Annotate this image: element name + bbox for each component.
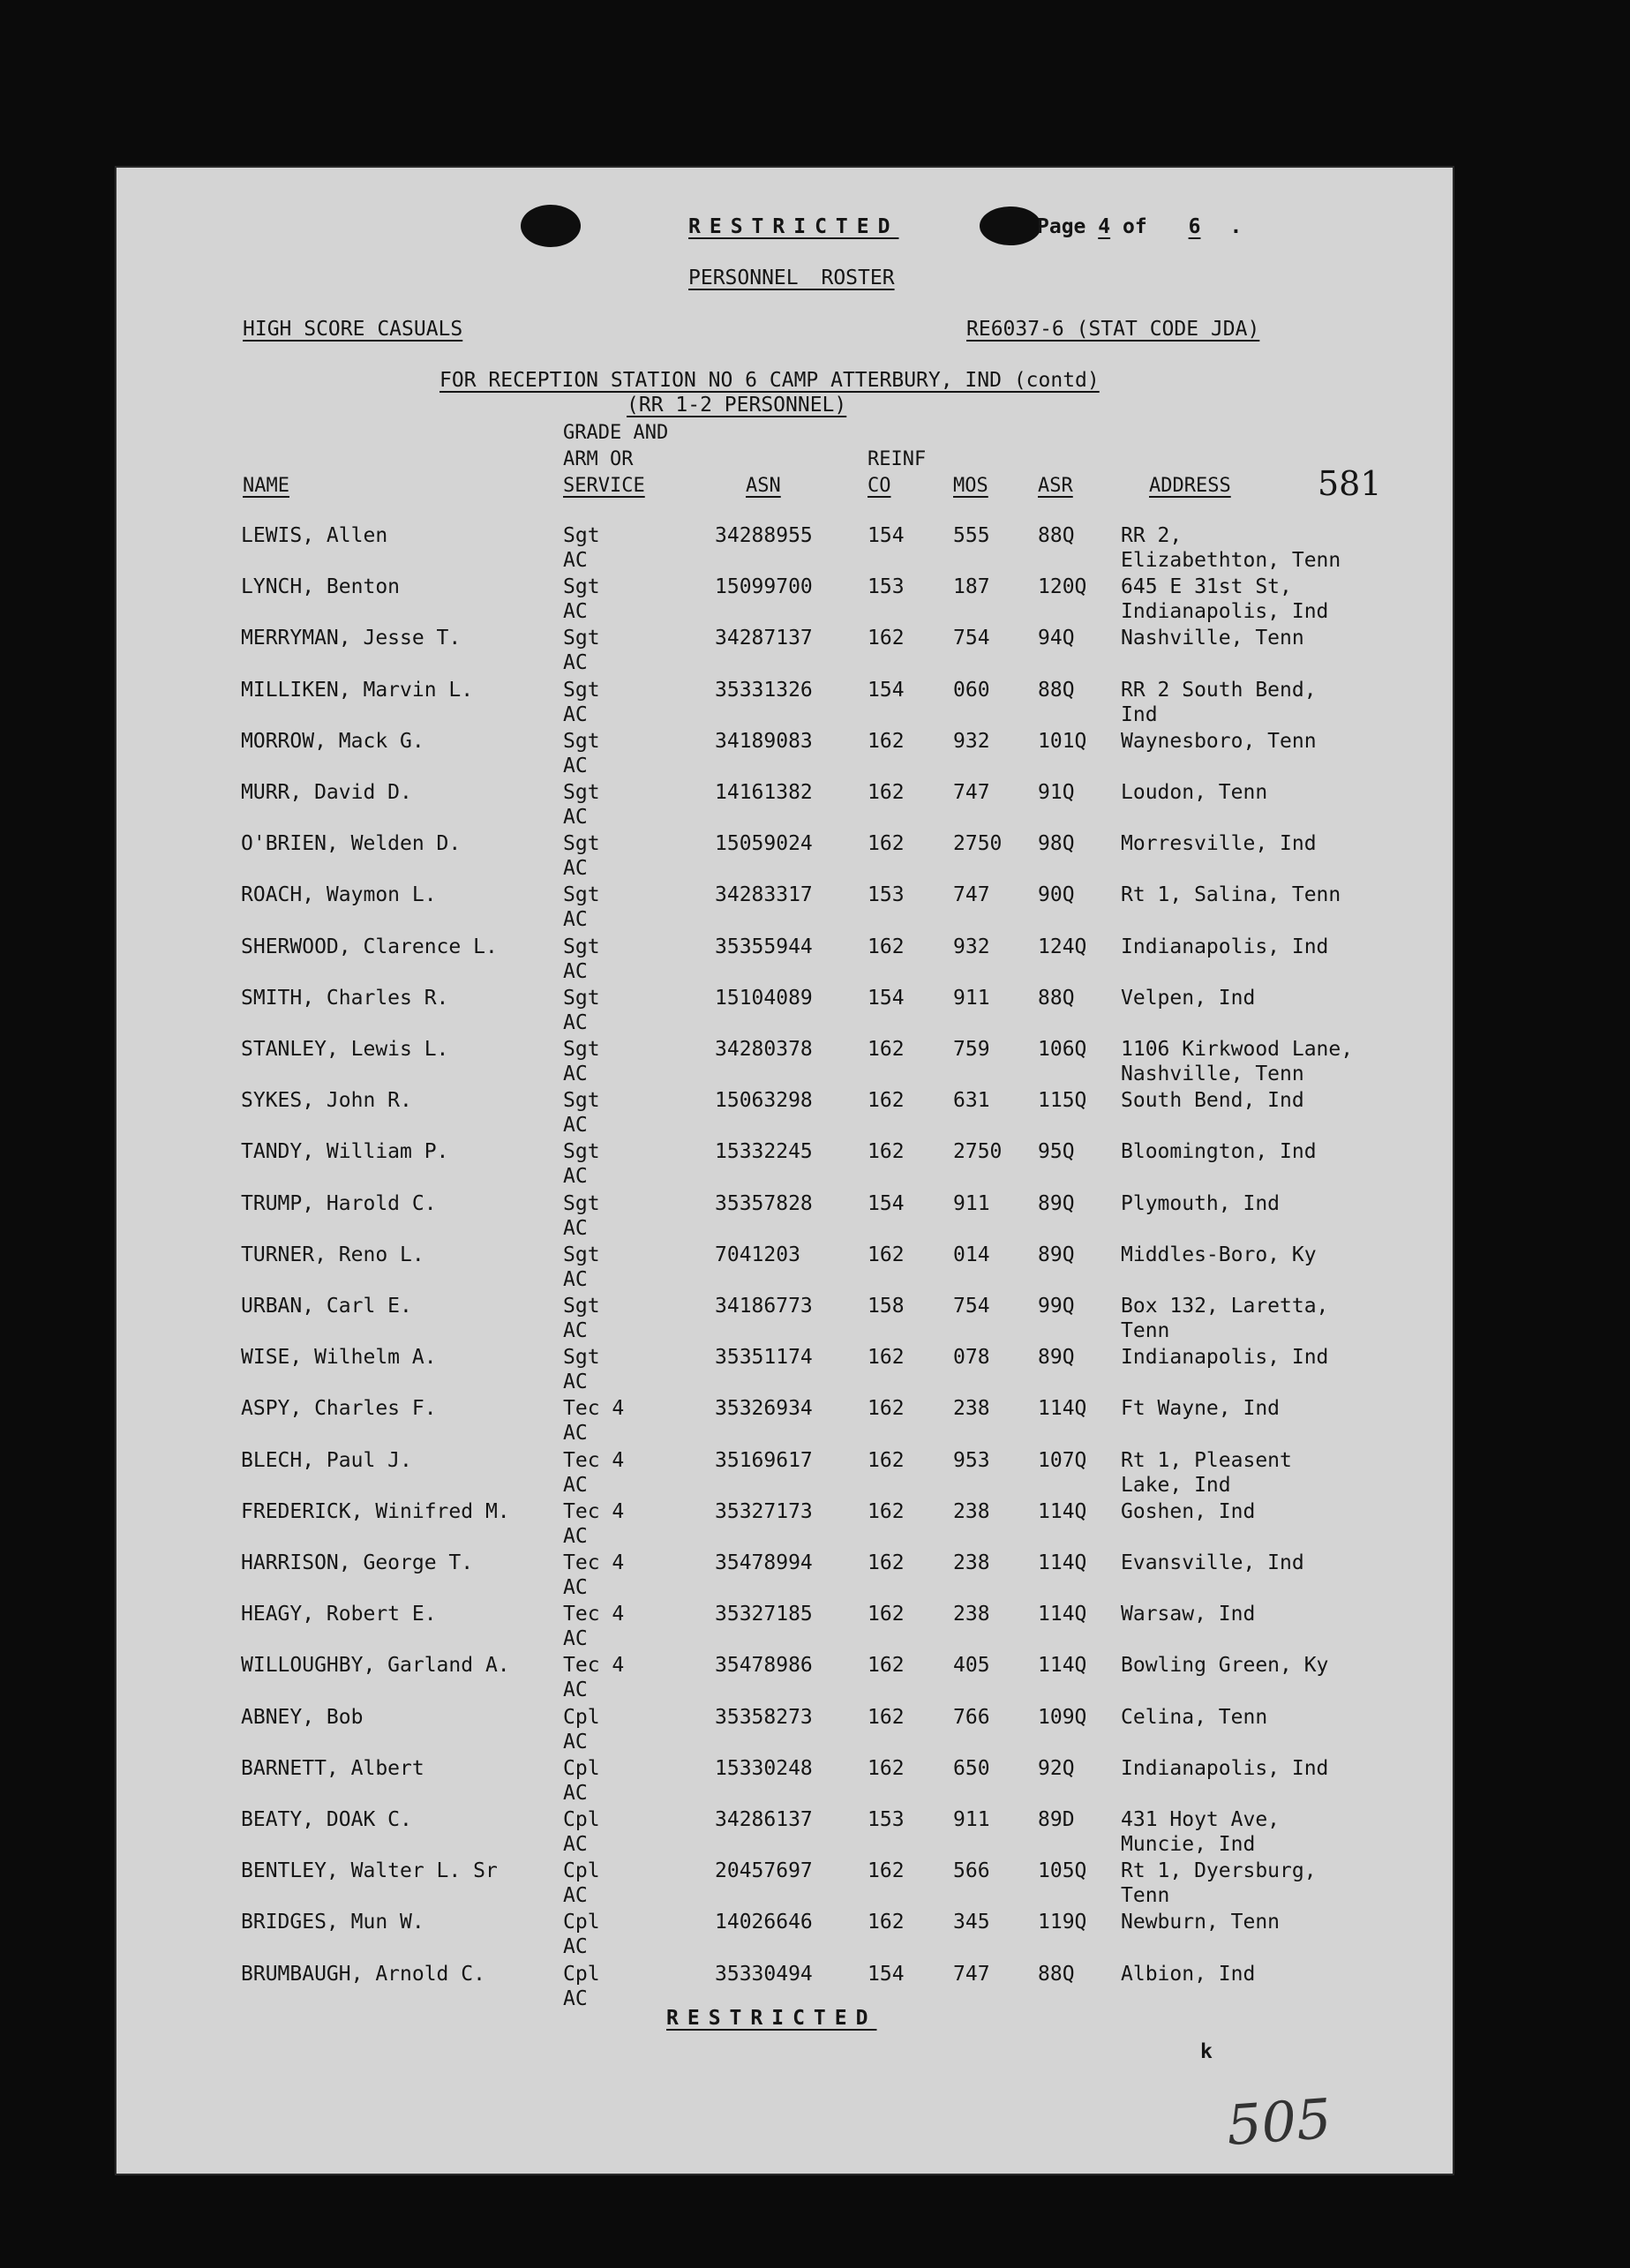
mos-cell: 932: [953, 729, 990, 753]
grade-cell: Sgt: [563, 627, 600, 650]
asr-cell: 114Q: [1038, 1397, 1087, 1421]
asn-cell: 35326934: [715, 1397, 813, 1421]
address-line1-cell: Warsaw, Ind: [1121, 1603, 1256, 1626]
asr-cell: 88Q: [1038, 986, 1075, 1010]
name-cell: TANDY, William P.: [241, 1140, 449, 1164]
asr-cell: 89Q: [1038, 1243, 1075, 1266]
name-cell: MORROW, Mack G.: [241, 729, 424, 753]
col-reinf: [868, 447, 926, 499]
name-cell: HARRISON, George T.: [241, 1551, 474, 1574]
asr-cell: 89D: [1038, 1808, 1075, 1831]
reinf-co-cell: 158: [868, 1295, 905, 1318]
asr-cell: 107Q: [1038, 1448, 1087, 1472]
table-row: [115, 1705, 1454, 1756]
name-cell: TRUMP, Harold C.: [241, 1191, 437, 1215]
mos-cell: 345: [953, 1911, 990, 1934]
asr-cell: 89Q: [1038, 1346, 1075, 1370]
arm-cell: AC: [563, 908, 588, 932]
address-line2-cell: Tenn: [1121, 1884, 1170, 1908]
stamp-number: 581: [1318, 464, 1382, 503]
asn-cell: 14161382: [715, 781, 813, 804]
name-cell: BRIDGES, Mun W.: [241, 1911, 424, 1934]
address-line1-cell: Rt 1, Pleasent: [1121, 1448, 1292, 1472]
asn-cell: 34288955: [715, 524, 813, 547]
restricted-top: RESTRICTED: [688, 215, 899, 238]
asn-cell: 34280378: [715, 1038, 813, 1061]
table-row: [115, 1551, 1454, 1602]
address-line1-cell: Indianapolis, Ind: [1121, 935, 1329, 958]
table-row: [115, 575, 1454, 626]
grade-cell: Sgt: [563, 678, 600, 702]
grade-cell: Cpl: [563, 1808, 600, 1831]
grade-cell: Cpl: [563, 1705, 600, 1729]
mos-cell: 555: [953, 524, 990, 547]
table-row: [115, 831, 1454, 882]
arm-cell: AC: [563, 1371, 588, 1394]
mos-cell: 754: [953, 627, 990, 650]
name-cell: BLECH, Paul J.: [241, 1448, 412, 1472]
mos-cell: 953: [953, 1448, 990, 1472]
reinf-co-cell: 162: [868, 1603, 905, 1626]
address-line1-cell: Loudon, Tenn: [1121, 781, 1268, 804]
name-cell: BARNETT, Albert: [241, 1756, 424, 1780]
asn-cell: 34287137: [715, 627, 813, 650]
address-line1-cell: Indianapolis, Ind: [1121, 1756, 1329, 1780]
asr-cell: 115Q: [1038, 1089, 1087, 1113]
asn-cell: 7041203: [715, 1243, 800, 1266]
address-line2-cell: Nashville, Tenn: [1121, 1063, 1304, 1085]
address-line1-cell: 431 Hoyt Ave,: [1121, 1808, 1281, 1831]
address-line1-cell: South Bend, Ind: [1121, 1089, 1304, 1113]
group-title: HIGH SCORE CASUALS: [243, 318, 463, 341]
mos-cell: 014: [953, 1243, 990, 1266]
grade-cell: Sgt: [563, 986, 600, 1010]
reinf-co-cell: 162: [868, 1038, 905, 1061]
asn-cell: 35355944: [715, 935, 813, 958]
name-cell: BRUMBAUGH, Arnold C.: [241, 1962, 485, 1986]
address-line1-cell: 645 E 31st St,: [1121, 575, 1292, 599]
grade-cell: Sgt: [563, 1346, 600, 1370]
reinf-co-cell: 162: [868, 1756, 905, 1780]
asn-cell: 34189083: [715, 729, 813, 753]
grade-cell: Cpl: [563, 1962, 600, 1986]
asn-cell: 35358273: [715, 1705, 813, 1729]
table-row: [115, 1243, 1454, 1294]
address-line1-cell: Morresville, Ind: [1121, 832, 1317, 856]
table-row: [115, 729, 1454, 780]
asn-cell: 15104089: [715, 986, 813, 1010]
mos-cell: 747: [953, 1962, 990, 1986]
ink-blot-left: [521, 205, 581, 247]
col-address: ADDRESS: [1149, 475, 1231, 497]
name-cell: WILLOUGHBY, Garland A.: [241, 1654, 510, 1678]
grade-cell: Cpl: [563, 1756, 600, 1780]
reinf-co-cell: 162: [868, 1859, 905, 1883]
arm-cell: AC: [563, 1884, 588, 1908]
mos-cell: 650: [953, 1756, 990, 1780]
asn-cell: 15332245: [715, 1140, 813, 1164]
table-row: [115, 1191, 1454, 1243]
name-cell: BEATY, DOAK C.: [241, 1808, 412, 1831]
address-line2-cell: Muncie, Ind: [1121, 1833, 1256, 1856]
table-row: [115, 1910, 1454, 1961]
table-row: [115, 1807, 1454, 1859]
reinf-co-cell: 162: [868, 1397, 905, 1421]
mos-cell: 631: [953, 1089, 990, 1113]
arm-cell: AC: [563, 1216, 588, 1240]
mos-cell: 187: [953, 575, 990, 599]
asr-cell: 98Q: [1038, 832, 1075, 856]
asr-cell: 124Q: [1038, 935, 1087, 958]
col-reinf-line2: CO: [868, 475, 891, 497]
asr-cell: 114Q: [1038, 1654, 1087, 1678]
reinf-co-cell: 162: [868, 1551, 905, 1574]
asr-cell: 91Q: [1038, 781, 1075, 804]
mos-cell: 060: [953, 678, 990, 702]
reinf-co-cell: 154: [868, 678, 905, 702]
name-cell: ASPY, Charles F.: [241, 1397, 437, 1421]
name-cell: ROACH, Waymon L.: [241, 883, 437, 907]
mos-cell: 078: [953, 1346, 990, 1370]
reinf-co-cell: 162: [868, 1911, 905, 1934]
grade-cell: Sgt: [563, 883, 600, 907]
reinf-co-cell: 154: [868, 1191, 905, 1215]
address-line1-cell: Bloomington, Ind: [1121, 1140, 1317, 1164]
arm-cell: AC: [563, 1627, 588, 1651]
handwritten-number: 505: [1224, 2085, 1333, 2159]
mos-cell: 238: [953, 1603, 990, 1626]
reinf-co-cell: 162: [868, 627, 905, 650]
address-line1-cell: Rt 1, Dyersburg,: [1121, 1859, 1317, 1883]
mos-cell: 747: [953, 781, 990, 804]
mos-cell: 911: [953, 986, 990, 1010]
address-line1-cell: Rt 1, Salina, Tenn: [1121, 883, 1341, 907]
table-row: [115, 1499, 1454, 1551]
reinf-co-cell: 154: [868, 524, 905, 547]
personnel-subtitle: (RR 1-2 PERSONNEL): [627, 394, 847, 417]
asn-cell: 15059024: [715, 832, 813, 856]
arm-cell: AC: [563, 754, 588, 777]
name-cell: SHERWOOD, Clarence L.: [241, 935, 498, 958]
reinf-co-cell: 162: [868, 781, 905, 804]
name-cell: LEWIS, Allen: [241, 524, 388, 547]
table-row: [115, 1756, 1454, 1807]
mos-cell: 747: [953, 883, 990, 907]
grade-cell: Cpl: [563, 1911, 600, 1934]
reinf-co-cell: 153: [868, 575, 905, 599]
code-title: RE6037-6 (STAT CODE JDA): [966, 318, 1260, 341]
address-line1-cell: Indianapolis, Ind: [1121, 1346, 1329, 1370]
table-row: [115, 935, 1454, 986]
table-row: [115, 523, 1454, 575]
asr-cell: 94Q: [1038, 627, 1075, 650]
grade-cell: Tec 4: [563, 1397, 625, 1421]
mos-cell: 2750: [953, 1140, 1003, 1164]
arm-cell: AC: [563, 1935, 588, 1959]
table-row: [115, 882, 1454, 934]
roster-title: PERSONNEL ROSTER: [688, 267, 895, 289]
address-line1-cell: RR 2,: [1121, 524, 1183, 547]
asr-cell: 99Q: [1038, 1295, 1075, 1318]
table-row: [115, 1602, 1454, 1653]
asr-cell: 114Q: [1038, 1499, 1087, 1523]
asn-cell: 20457697: [715, 1859, 813, 1883]
arm-cell: AC: [563, 1010, 588, 1034]
reinf-co-cell: 153: [868, 883, 905, 907]
asr-cell: 88Q: [1038, 524, 1075, 547]
arm-cell: AC: [563, 1114, 588, 1138]
table-row: [115, 1962, 1454, 2013]
asn-cell: 35327173: [715, 1499, 813, 1523]
arm-cell: AC: [563, 1165, 588, 1189]
address-line2-cell: Elizabethton, Tenn: [1121, 549, 1341, 572]
grade-cell: Sgt: [563, 1038, 600, 1061]
page-indicator: Page 4 of 6 .: [1037, 215, 1243, 238]
address-line1-cell: Bowling Green, Ky: [1121, 1654, 1329, 1678]
mos-cell: 2750: [953, 832, 1003, 856]
arm-cell: AC: [563, 857, 588, 881]
name-cell: TURNER, Reno L.: [241, 1243, 424, 1266]
col-grade-line2: ARM OR: [563, 448, 634, 470]
asr-cell: 114Q: [1038, 1551, 1087, 1574]
asn-cell: 15063298: [715, 1089, 813, 1113]
page-total: 6: [1188, 215, 1201, 238]
arm-cell: AC: [563, 1730, 588, 1754]
arm-cell: AC: [563, 1063, 588, 1085]
reinf-co-cell: 162: [868, 1654, 905, 1678]
reinf-co-cell: 162: [868, 1448, 905, 1472]
name-cell: HEAGY, Robert E.: [241, 1603, 437, 1626]
asr-cell: 90Q: [1038, 883, 1075, 907]
arm-cell: AC: [563, 1678, 588, 1702]
name-cell: SMITH, Charles R.: [241, 986, 449, 1010]
asn-cell: 15099700: [715, 575, 813, 599]
address-line1-cell: Waynesboro, Tenn: [1121, 729, 1317, 753]
asr-cell: 119Q: [1038, 1911, 1087, 1934]
table-row: [115, 780, 1454, 831]
address-line2-cell: Tenn: [1121, 1319, 1170, 1342]
grade-cell: Tec 4: [563, 1603, 625, 1626]
grade-cell: Sgt: [563, 1089, 600, 1113]
address-line1-cell: 1106 Kirkwood Lane,: [1121, 1038, 1354, 1061]
asn-cell: 14026646: [715, 1911, 813, 1934]
asn-cell: 35331326: [715, 678, 813, 702]
asr-cell: 101Q: [1038, 729, 1087, 753]
reinf-co-cell: 162: [868, 1499, 905, 1523]
arm-cell: AC: [563, 959, 588, 983]
arm-cell: AC: [563, 1524, 588, 1548]
mos-cell: 405: [953, 1654, 990, 1678]
page-number: 4: [1098, 215, 1111, 238]
grade-cell: Sgt: [563, 1191, 600, 1215]
address-line1-cell: RR 2 South Bend,: [1121, 678, 1317, 702]
mos-cell: 766: [953, 1705, 990, 1729]
grade-cell: Tec 4: [563, 1448, 625, 1472]
mos-cell: 566: [953, 1859, 990, 1883]
asr-cell: 89Q: [1038, 1191, 1075, 1215]
col-mos: MOS: [953, 475, 988, 497]
asr-cell: 109Q: [1038, 1705, 1087, 1729]
arm-cell: AC: [563, 1576, 588, 1599]
address-line1-cell: Albion, Ind: [1121, 1962, 1256, 1986]
reinf-co-cell: 162: [868, 1705, 905, 1729]
arm-cell: AC: [563, 651, 588, 675]
grade-cell: Sgt: [563, 832, 600, 856]
arm-cell: AC: [563, 600, 588, 624]
table-row: [115, 986, 1454, 1037]
grade-cell: Tec 4: [563, 1654, 625, 1678]
mos-cell: 911: [953, 1808, 990, 1831]
ink-blot-right: [980, 207, 1041, 245]
mos-cell: 911: [953, 1191, 990, 1215]
arm-cell: AC: [563, 702, 588, 726]
mos-cell: 238: [953, 1499, 990, 1523]
asr-cell: 95Q: [1038, 1140, 1075, 1164]
restricted-bottom: RESTRICTED: [666, 2007, 877, 2030]
reinf-co-cell: 153: [868, 1808, 905, 1831]
name-cell: URBAN, Carl E.: [241, 1295, 412, 1318]
arm-cell: AC: [563, 1422, 588, 1446]
grade-cell: Tec 4: [563, 1499, 625, 1523]
asr-cell: 88Q: [1038, 1962, 1075, 1986]
reinf-co-cell: 154: [868, 1962, 905, 1986]
asn-cell: 34283317: [715, 883, 813, 907]
arm-cell: AC: [563, 1833, 588, 1856]
asn-cell: 34286137: [715, 1808, 813, 1831]
reinf-co-cell: 162: [868, 935, 905, 958]
reinf-co-cell: 162: [868, 1346, 905, 1370]
table-row: [115, 1037, 1454, 1088]
arm-cell: AC: [563, 806, 588, 829]
address-line1-cell: Box 132, Laretta,: [1121, 1295, 1329, 1318]
arm-cell: AC: [563, 1319, 588, 1342]
grade-cell: Sgt: [563, 524, 600, 547]
table-row: [115, 1088, 1454, 1139]
asr-cell: 88Q: [1038, 678, 1075, 702]
table-row: [115, 1859, 1454, 1910]
grade-cell: Cpl: [563, 1859, 600, 1883]
page-label: Page: [1037, 215, 1086, 238]
mos-cell: 759: [953, 1038, 990, 1061]
col-grade: [563, 420, 668, 499]
asn-cell: 35478994: [715, 1551, 813, 1574]
reinf-co-cell: 162: [868, 1140, 905, 1164]
grade-cell: Sgt: [563, 575, 600, 599]
address-line1-cell: Ft Wayne, Ind: [1121, 1397, 1281, 1421]
name-cell: LYNCH, Benton: [241, 575, 401, 599]
reinf-co-cell: 162: [868, 1089, 905, 1113]
asn-cell: 15330248: [715, 1756, 813, 1780]
mos-cell: 932: [953, 935, 990, 958]
name-cell: MILLIKEN, Marvin L.: [241, 678, 474, 702]
asr-cell: 92Q: [1038, 1756, 1075, 1780]
asn-cell: 35330494: [715, 1962, 813, 1986]
asn-cell: 35327185: [715, 1603, 813, 1626]
col-grade-line3: SERVICE: [563, 475, 645, 497]
table-row: [115, 1294, 1454, 1345]
mos-cell: 238: [953, 1551, 990, 1574]
col-asr: ASR: [1038, 475, 1073, 497]
table-row: [115, 1139, 1454, 1190]
name-cell: O'BRIEN, Welden D.: [241, 832, 462, 856]
mos-cell: 754: [953, 1295, 990, 1318]
name-cell: ABNEY, Bob: [241, 1705, 364, 1729]
grade-cell: Tec 4: [563, 1551, 625, 1574]
roster-page: [115, 166, 1454, 2175]
address-line1-cell: Nashville, Tenn: [1121, 627, 1304, 650]
address-line1-cell: Middles-Boro, Ky: [1121, 1243, 1317, 1266]
arm-cell: AC: [563, 1267, 588, 1291]
col-reinf-line1: REINF: [868, 448, 927, 470]
asr-cell: 120Q: [1038, 575, 1087, 599]
arm-cell: AC: [563, 1781, 588, 1805]
table-row: [115, 1396, 1454, 1447]
address-line2-cell: Lake, Ind: [1121, 1473, 1231, 1497]
address-line2-cell: Indianapolis, Ind: [1121, 600, 1329, 624]
asn-cell: 35478986: [715, 1654, 813, 1678]
asr-cell: 114Q: [1038, 1603, 1087, 1626]
name-cell: STANLEY, Lewis L.: [241, 1038, 449, 1061]
table-row: [115, 1345, 1454, 1396]
table-row: [115, 1448, 1454, 1499]
address-line1-cell: Evansville, Ind: [1121, 1551, 1304, 1574]
arm-cell: AC: [563, 1986, 588, 2010]
asr-cell: 105Q: [1038, 1859, 1087, 1883]
reinf-co-cell: 162: [868, 832, 905, 856]
reinf-co-cell: 162: [868, 729, 905, 753]
address-line1-cell: Goshen, Ind: [1121, 1499, 1256, 1523]
grade-cell: Sgt: [563, 1295, 600, 1318]
grade-cell: Sgt: [563, 1140, 600, 1164]
reinf-co-cell: 162: [868, 1243, 905, 1266]
name-cell: MURR, David D.: [241, 781, 412, 804]
col-name: NAME: [243, 475, 289, 497]
address-line1-cell: Newburn, Tenn: [1121, 1911, 1281, 1934]
station-title: FOR RECEPTION STATION NO 6 CAMP ATTERBURY, IND (contd): [439, 369, 1100, 392]
address-line1-cell: Plymouth, Ind: [1121, 1191, 1281, 1215]
arm-cell: AC: [563, 1473, 588, 1497]
table-row: [115, 678, 1454, 729]
mos-cell: 238: [953, 1397, 990, 1421]
grade-cell: Sgt: [563, 781, 600, 804]
address-line2-cell: Ind: [1121, 702, 1158, 726]
asn-cell: 35357828: [715, 1191, 813, 1215]
address-line1-cell: Celina, Tenn: [1121, 1705, 1268, 1729]
address-line1-cell: Velpen, Ind: [1121, 986, 1256, 1010]
name-cell: WISE, Wilhelm A.: [241, 1346, 437, 1370]
col-asn: ASN: [746, 475, 781, 497]
asn-cell: 34186773: [715, 1295, 813, 1318]
table-row: [115, 626, 1454, 677]
col-grade-line1: GRADE AND: [563, 422, 669, 444]
typist-initial: k: [1200, 2040, 1213, 2063]
name-cell: FREDERICK, Winifred M.: [241, 1499, 510, 1523]
reinf-co-cell: 154: [868, 986, 905, 1010]
asn-cell: 35351174: [715, 1346, 813, 1370]
grade-cell: Sgt: [563, 729, 600, 753]
table-row: [115, 1653, 1454, 1704]
name-cell: BENTLEY, Walter L. Sr: [241, 1859, 498, 1883]
name-cell: MERRYMAN, Jesse T.: [241, 627, 462, 650]
name-cell: SYKES, John R.: [241, 1089, 412, 1113]
asn-cell: 35169617: [715, 1448, 813, 1472]
grade-cell: Sgt: [563, 935, 600, 958]
grade-cell: Sgt: [563, 1243, 600, 1266]
asr-cell: 106Q: [1038, 1038, 1087, 1061]
of-label: of: [1122, 215, 1147, 238]
arm-cell: AC: [563, 549, 588, 572]
